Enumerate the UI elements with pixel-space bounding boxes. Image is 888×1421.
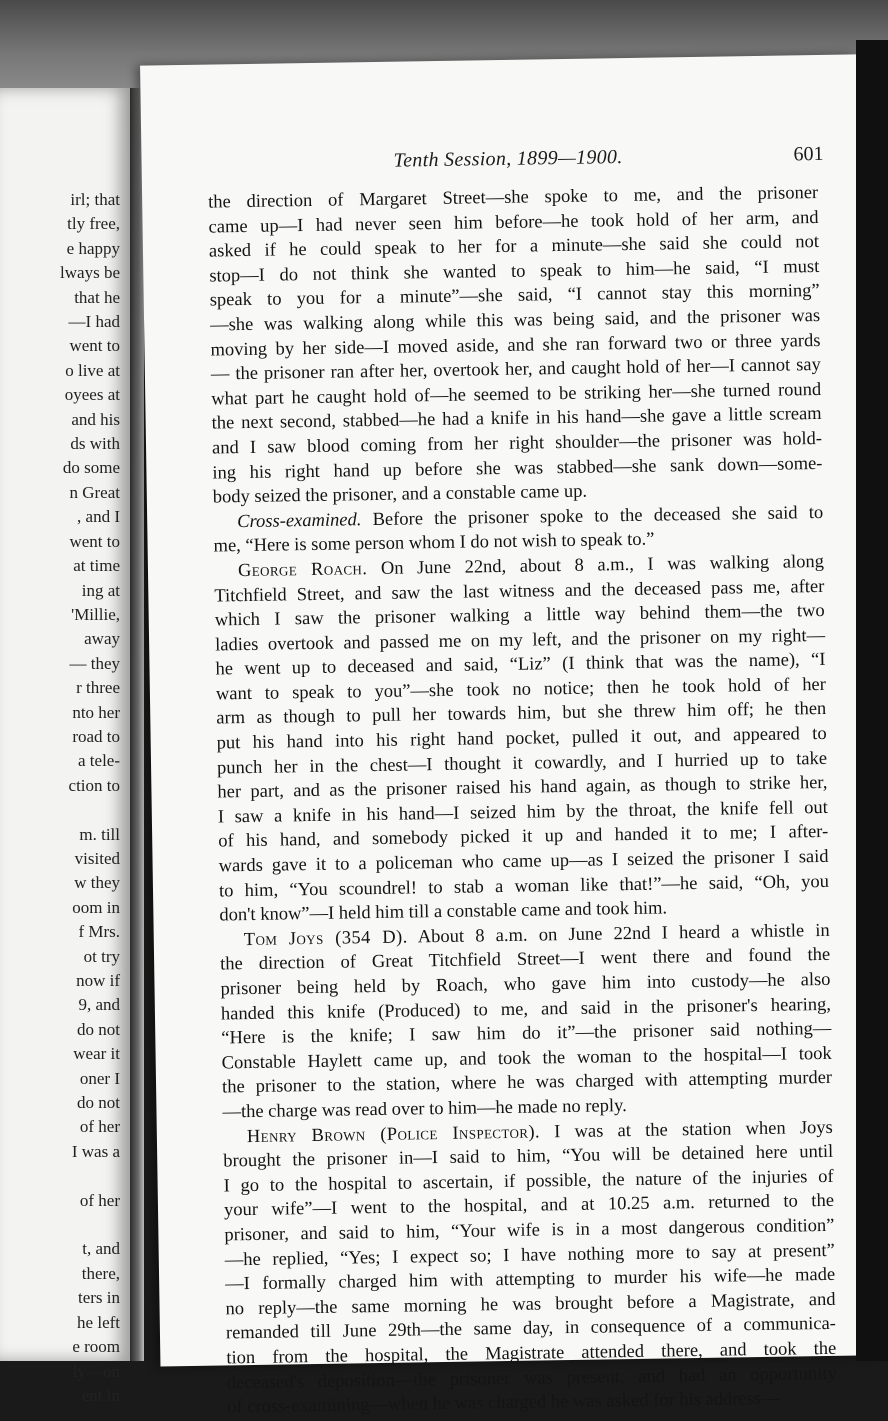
left-page-line: ot try xyxy=(83,946,120,966)
text-line: handed this knife (Produced) to me, and said in the prisoner's hearing, xyxy=(220,994,832,1025)
left-page-line: ction to xyxy=(68,775,120,795)
text-line: your wife”—I went to the hospital, and at 10.25 a.m. returned to the xyxy=(223,1191,835,1221)
text-line: of cross-examining—when he was charged he was asked for his address— xyxy=(226,1388,780,1418)
left-page-line: e happy xyxy=(66,238,120,258)
left-page xyxy=(0,88,130,1405)
left-page-line: e room xyxy=(72,1337,120,1357)
text-line: and I saw blood coming from her right shoulder—the prisoner was hold- xyxy=(211,428,823,459)
text-line: prisoner being held by Roach, who gave him into custody—he also xyxy=(220,969,831,1000)
left-page-line: m. till xyxy=(79,824,120,844)
left-page-line: lways be xyxy=(60,263,120,283)
left-page-line: ent in xyxy=(81,1385,120,1405)
left-page-line: do not xyxy=(77,1093,120,1113)
text-line: wards gave it to a policeman who came up—as I seized the prisoner I said xyxy=(218,846,829,877)
text-line: Titchfield Street, and saw the last witness and the deceased pass me, after xyxy=(214,576,825,607)
text-line: her part, and as the prisoner raised his hand again, as though to strike her, xyxy=(217,773,828,803)
text-line: ing his right hand up before she was stabbed—she sank down—some- xyxy=(212,453,823,484)
body-text xyxy=(208,181,837,1420)
paragraph-body xyxy=(223,1140,837,1420)
text-run: I was at the station when Joys xyxy=(539,1117,833,1143)
text-line: put his hand into his right hand pocket, pulled it out, and appeared to xyxy=(216,723,827,754)
text-line: I saw a knife in his hand—I seized him by the throat, the knife fell out xyxy=(217,797,828,828)
text-line: want to speak to you”—she took no notice; then he took hold of her xyxy=(215,674,827,705)
left-page-line: visited xyxy=(74,848,120,868)
text-line: tion from the hospital, the Magistrate attended there, and took the xyxy=(226,1338,837,1369)
running-head xyxy=(141,142,857,183)
paragraph-body xyxy=(220,943,833,1125)
text-line: came up—I had never seen him before—he took hold of her arm, and xyxy=(208,207,819,238)
text-line: I go to the hospital to ascertain, if possible, the nature of the injuries of xyxy=(223,1166,834,1197)
left-page-line: at time xyxy=(73,556,120,576)
left-page-line xyxy=(0,798,120,822)
text-line: don't know”—I held him till a constable came and took him. xyxy=(219,898,668,926)
left-page-line: of her xyxy=(79,1190,120,1210)
text-line: the direction of Great Titchfield Street—I went there and found the xyxy=(220,945,831,975)
paragraph-henry-brown xyxy=(223,1115,838,1420)
left-page-line: r three xyxy=(76,678,120,698)
left-page-line: 9, and xyxy=(78,995,120,1015)
text-line: ladies overtook and passed me on my left, and the prisoner on my right— xyxy=(215,625,826,656)
left-page-line xyxy=(0,1164,120,1188)
page-number: 601 xyxy=(793,142,824,166)
left-page-line: I was a xyxy=(71,1141,120,1161)
left-page-line: w they xyxy=(74,873,120,893)
paragraph-continuation xyxy=(208,181,823,510)
left-page-line: now if xyxy=(76,971,120,990)
text-line: “Here is the knife; I saw him do it”—the prisoner said nothing— xyxy=(221,1019,832,1049)
witness-name: George Roach. xyxy=(237,559,368,582)
left-page-line: away xyxy=(84,629,120,649)
left-page-line: road to xyxy=(72,726,120,746)
left-page-line: went to xyxy=(69,531,120,551)
running-title: Tenth Session, 1899—1900. xyxy=(393,146,623,172)
text-line: body seized the prisoner, and a constable came up. xyxy=(212,481,588,508)
left-page-line: went to xyxy=(69,336,120,356)
left-page-text xyxy=(0,188,120,1408)
text-line: no reply—the same morning he was brought before a Magistrate, and xyxy=(225,1289,836,1320)
text-line: stop—I do not think she wanted to speak to him—he said, “I must xyxy=(209,256,820,287)
witness-name: Henry Brown (Police Inspector). xyxy=(246,1122,541,1147)
left-page-line: tly free, xyxy=(67,214,120,234)
text-line: —the charge was read over to him—he made no reply. xyxy=(222,1096,627,1123)
left-page-line: that he xyxy=(74,287,120,307)
text-line: —she was walking along while this was being said, and the prisoner was xyxy=(209,305,821,336)
left-page-line: oom in xyxy=(72,897,120,917)
left-page-line: 'Millie, xyxy=(71,604,120,624)
text-line: brought the prisoner in—I said to him, “You will be detained here until xyxy=(223,1142,834,1172)
text-run: On June 22nd, about 8 a.m., I was walking along xyxy=(367,551,825,580)
text-line: of his hand, and somebody picked it up and handed it to me; I after- xyxy=(218,822,829,852)
text-line: he went up to deceased and said, “Liz” (I think that was the name), “I xyxy=(215,650,826,680)
left-page-line: oyees at xyxy=(64,385,120,405)
text-line: — the prisoner ran after her, overtook her, and caught hold of her—I cannot say xyxy=(210,355,821,385)
witness-name: Tom Joys (354 D). xyxy=(243,927,408,950)
left-page-line: nto her xyxy=(72,702,120,722)
text-line: Constable Haylett came up, and took the woman to the hospital—I took xyxy=(221,1043,832,1074)
paragraph-body xyxy=(214,574,829,928)
left-page-line: n Great xyxy=(69,482,120,502)
left-page-line: f Mrs. xyxy=(78,922,120,942)
book-edge-shadow xyxy=(856,40,888,1361)
text-line: asked if he could speak to her for a minute—she said she could not xyxy=(208,232,820,262)
paragraph-george-roach xyxy=(214,550,830,928)
left-page-line: oner I xyxy=(79,1068,120,1088)
text-line: which I saw the prisoner walking a little way behind them—the two xyxy=(214,601,825,631)
left-page-line: irl; that xyxy=(70,190,120,209)
text-line: what part he caught hold of—he seemed to be striking her—she turned round xyxy=(211,379,822,410)
text-line: the prisoner to the station, where he was charged with attempting murder xyxy=(221,1068,833,1098)
left-page-line: ing at xyxy=(81,580,120,600)
left-page-line: wear it xyxy=(73,1044,120,1064)
text-line: —he replied, “Yes; I expect so; I have nothing more to say at present” xyxy=(224,1240,835,1270)
left-page-line: he left xyxy=(77,1312,120,1332)
text-line: prisoner, and said to him, “Your wife is in a most dangerous condition” xyxy=(224,1215,835,1246)
left-page-line: —I had xyxy=(68,312,120,332)
left-page-line: there, xyxy=(81,1263,120,1283)
text-line: moving by her side—I moved aside, and she ran forward two or three yards xyxy=(210,330,821,361)
text-line: the direction of Margaret Street—she spoke to me, and the prisoner xyxy=(208,182,819,213)
text-line: —I formally charged him with attempting to murder his wife—he made xyxy=(225,1264,836,1295)
left-page-line: ters in xyxy=(77,1288,120,1308)
text-run: Before the prisoner spoke to the deceased she said to xyxy=(361,502,824,530)
text-line: to him, “You scoundrel! to stab a woman like that!”—he said, “Oh, you xyxy=(218,871,830,902)
left-page-line: , and I xyxy=(77,507,120,527)
left-page-line: t, and xyxy=(82,1239,120,1259)
left-page-line: do not xyxy=(77,1019,120,1039)
text-line: arm as though to pull her towards him, but she threw him off; he then xyxy=(216,699,827,729)
text-run: About 8 a.m. on June 22nd I heard a whistle in xyxy=(407,920,830,948)
text-line: remanded till June 29th—the same day, in consequence of a communica- xyxy=(225,1314,837,1344)
left-page-line: ly—on xyxy=(72,1361,120,1381)
book-gutter xyxy=(130,88,144,1361)
left-page-line: o live at xyxy=(65,360,120,380)
left-page-line: a tele- xyxy=(78,751,120,771)
text-line: me, “Here is some person whom I do not wish to speak to.” xyxy=(213,529,655,557)
text-line: punch her in the chest—I thought it cowardly, and I hurried up to take xyxy=(216,748,828,779)
left-page-line: do some xyxy=(62,458,120,478)
cross-examined-heading: Cross-examined. xyxy=(237,509,362,532)
text-line: speak to you for a minute”—she said, “I cannot stay this morning” xyxy=(209,281,820,311)
text-line: deceased's deposition—the prisoner was present, and had an opportunity xyxy=(226,1363,837,1393)
right-page xyxy=(140,54,876,1418)
left-page-line: ds with xyxy=(70,434,120,454)
paragraph-tom-joys xyxy=(220,919,833,1125)
text-line: the next second, stabbed—he had a knife in his hand—she gave a little scream xyxy=(211,404,822,434)
left-page-line: and his xyxy=(71,409,120,429)
left-page-line xyxy=(0,1213,120,1237)
left-page-line: — they xyxy=(69,653,120,673)
left-page-line: of her xyxy=(79,1117,120,1137)
